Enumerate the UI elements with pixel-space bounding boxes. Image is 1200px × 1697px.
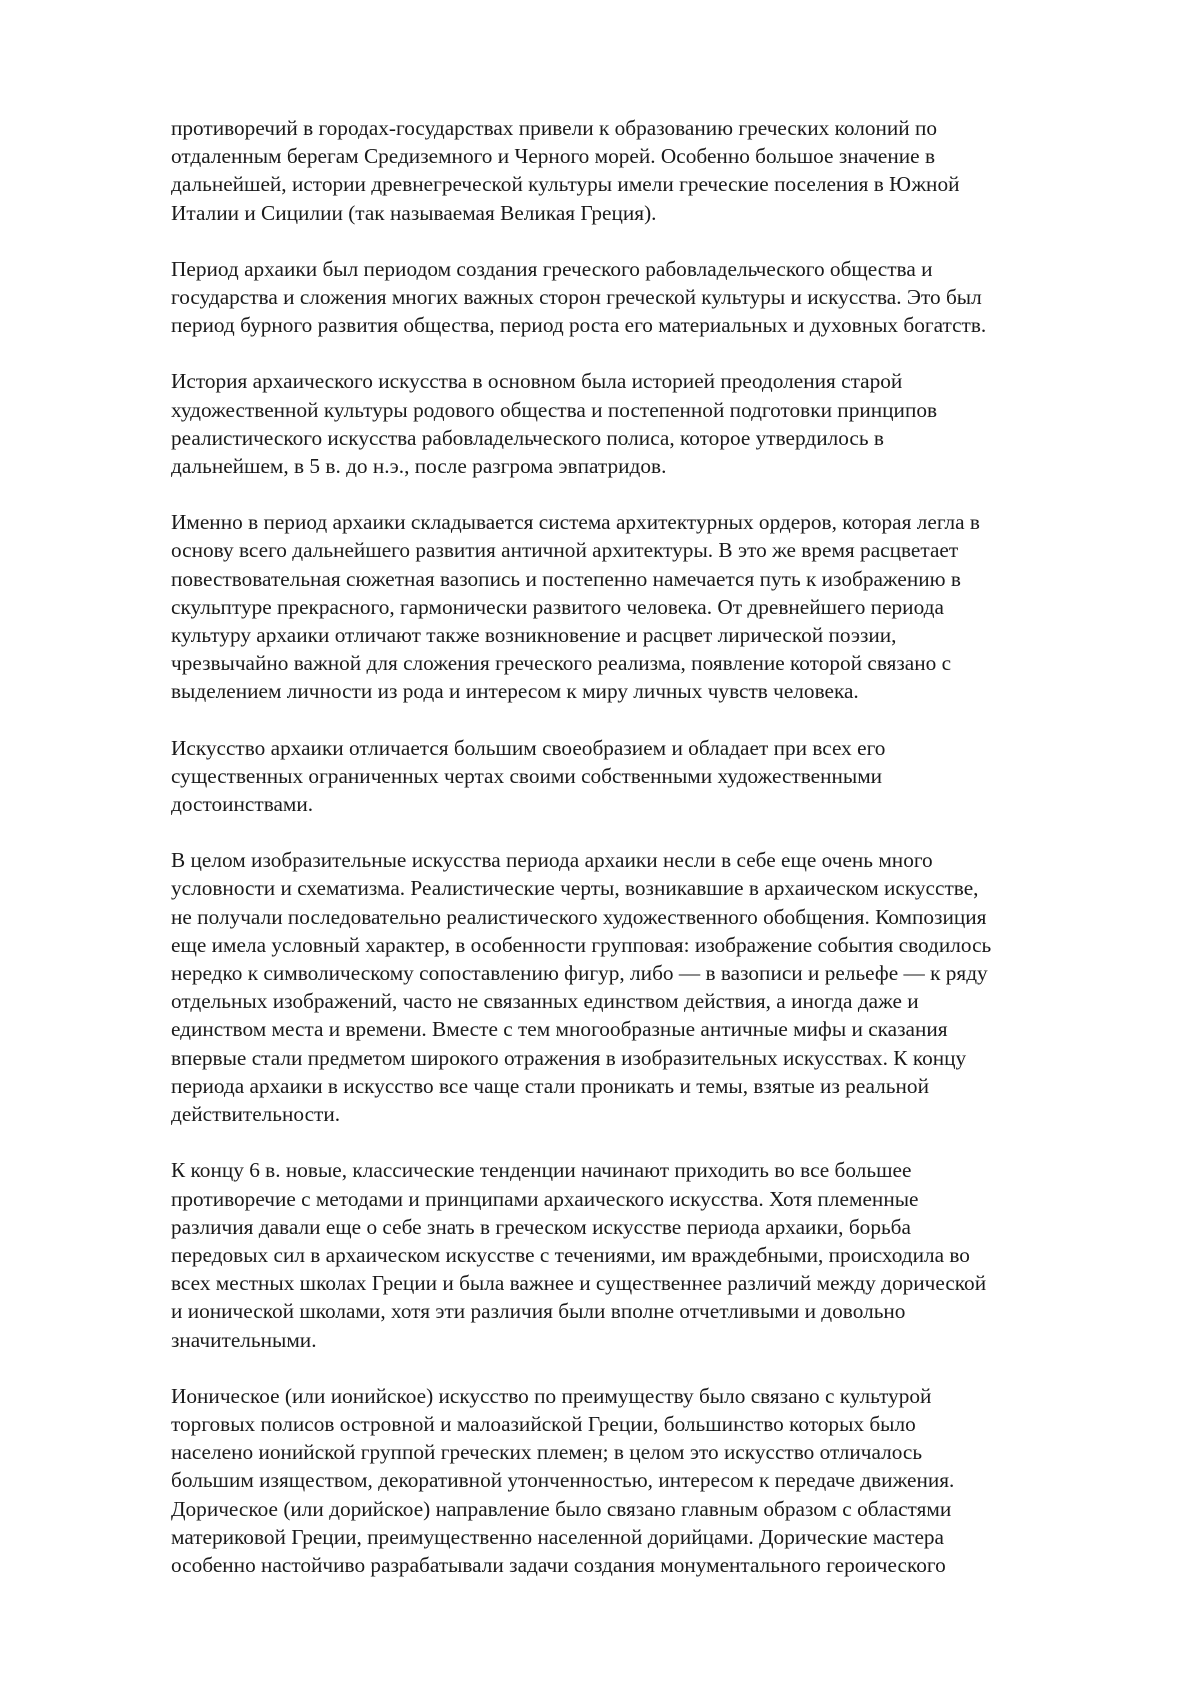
paragraph-conventionality: В целом изобразительные искусства периода архаики несли в себе еще очень много условности и схематизма. Реалистические черты, возникавшие в архаическом искусстве, не получали последовательно реалистического художественного обобщения. Композиция еще имела условный характер, в особенности групповая: изображение события сводилось нередко к символическому сопоставлению фигур, либо — в вазописи и рельефе — к ряду отдельных изображений, часто не связанных единством действия, а иногда даже и единством места и времени. Вместе с тем многообразные античные мифы и сказания впервые стали предметом широкого отражения в изобразительных искусствах. К концу периода архаики в искусство все чаще стали проникать и темы, взятые из реальной действительности. — [171, 848, 992, 1127]
paragraph-architectural-orders: Именно в период архаики складывается система архитектурных ордеров, которая легла в основу всего дальнейшего развития античной архитектуры. В это же время расцветает повествовательная сюжетная вазопись и постепенно намечается путь к изображению в скульптуре прекрасного, гармонически развитого человека. От древнейшего периода культуру архаики отличают также возникновение и расцвет лирической поэзии, чрезвычайно важной для сложения греческого реализма, появление которой связано с выделением личности из рода и интересом к миру личных чувств человека. — [171, 510, 980, 704]
paragraph-classical-tendencies: К концу 6 в. новые, классические тенденции начинают приходить во все большее противоречие с методами и принципами архаического искусства. Хотя племенные различия давали еще о себе знать в греческом искусстве периода архаики, борьба передовых сил в архаическом искусстве с течениями, им враждебными, происходила во всех местных школах Греции и была важнее и существеннее различий между дорической и ионической школами, хотя эти различия были вполне отчетливыми и довольно значительными. — [171, 1158, 987, 1352]
paragraph-ionic-doric: Ионическое (или ионийское) искусство по преимуществу было связано с культурой торговых полисов островной и малоазийской Греции, большинство которых было населено ионийской группой греческих племен; в целом это искусство отличалось большим изяществом, декоративной утонченностью, интересом к передаче движения. Дорическое (или дорийское) направление было связано главным образом с областями материковой Греции, преимущественно населенной дорийцами. Дорические мастера особенно настойчиво разрабатывали задачи создания монументального героического — [171, 1383, 955, 1577]
paragraph-archaic-art-history: История архаического искусства в основном была историей преодоления старой художественной культуры родового общества и постепенной подготовки принципов реалистического искусства рабовладельческого полиса, которое утвердилось в дальнейшем, в 5 в. до н.э., после разгрома эвпатридов. — [171, 369, 938, 479]
paragraph-archaic-period: Период архаики был периодом создания греческого рабовладельческого общества и государства и сложения многих важных сторон греческой культуры и искусства. Это был период бурного развития общества, период роста его материальных и духовных богатств. — [171, 256, 987, 338]
paragraph-greek-colonies: противоречий в городах-государствах привели к образованию греческих колоний по отдаленным берегам Средиземного и Черного морей. Особенно большое значение в дальнейшей, истории древнегреческой культуры имели греческие поселения в Южной Италии и Сицилии (так называемая Великая Греция). — [171, 116, 960, 225]
paragraph-archaic-originality: Искусство архаики отличается большим своеобразием и обладает при всех его существенных ограниченных чертах своими собственными художественными достоинствами. — [171, 735, 886, 817]
